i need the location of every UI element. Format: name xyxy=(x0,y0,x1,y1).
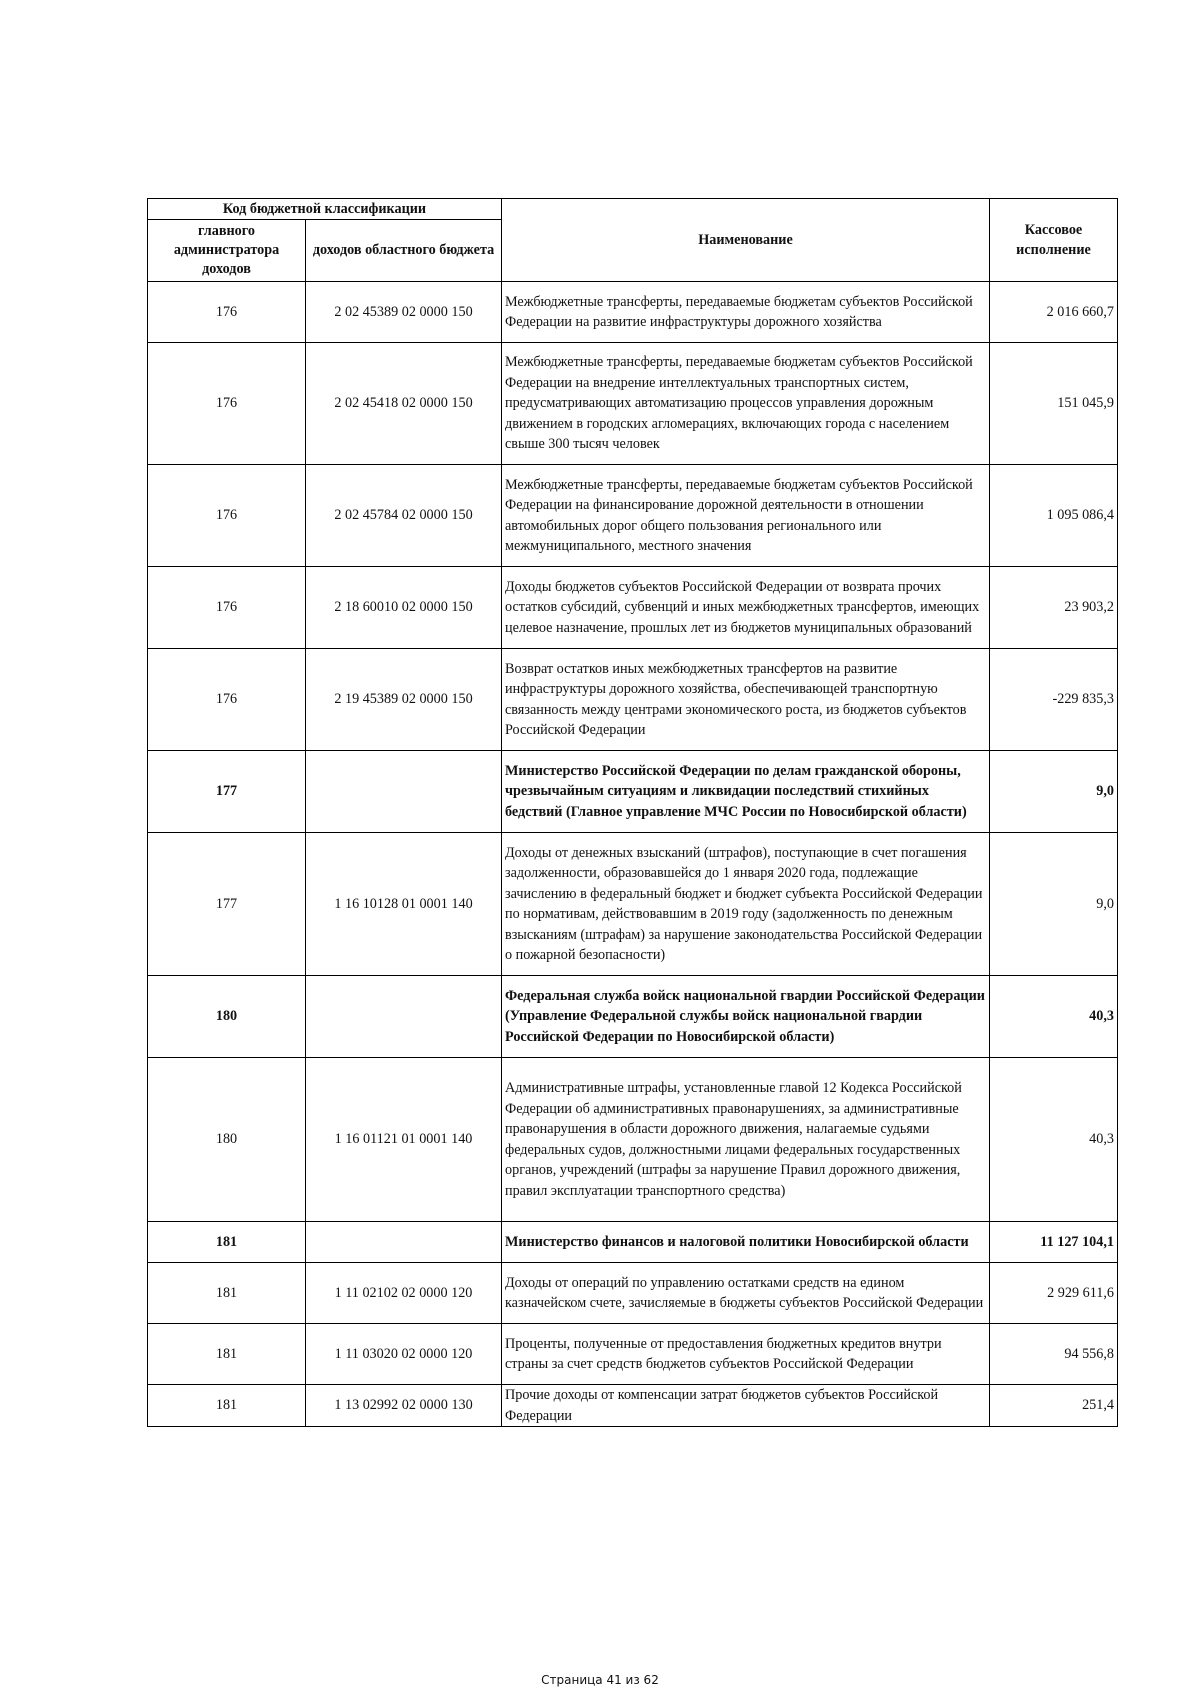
admin-code-cell: 180 xyxy=(148,976,306,1058)
name-cell: Доходы бюджетов субъектов Российской Федерации от возврата прочих остатков субсидий, субвенций и иных межбюджетных трансфертов, имеющих целевое назначение, прошлых лет из бюджетов муниципальных образований xyxy=(502,567,990,649)
page-number: Страница 41 из 62 xyxy=(541,1673,659,1687)
name-cell: Межбюджетные трансферты, передаваемые бюджетам субъектов Российской Федерации на финансирование дорожной деятельности в отношении автомобильных дорог общего пользования регионального или межмуниципального, местного значения xyxy=(502,465,990,567)
admin-code-cell: 176 xyxy=(148,649,306,751)
admin-code-cell: 181 xyxy=(148,1385,306,1427)
admin-code-cell: 177 xyxy=(148,751,306,833)
header-code: доходов областного бюджета xyxy=(306,220,502,282)
name-cell: Доходы от денежных взысканий (штрафов), поступающие в счет погашения задолженности, образовавшейся до 1 января 2020 года, подлежащие зачислению в федеральный бюджет и бюджет субъекта Российской Федерации по нормативам, действовавшим в 2019 году (задолженность по денежным взысканиям (штрафам) за нарушение законодательства Российской Федерации о пожарной безопасности) xyxy=(502,833,990,976)
admin-code-cell: 181 xyxy=(148,1222,306,1263)
amount-cell: 23 903,2 xyxy=(990,567,1118,649)
amount-cell: 40,3 xyxy=(990,976,1118,1058)
amount-cell: 2 929 611,6 xyxy=(990,1263,1118,1324)
table-row xyxy=(148,567,1118,649)
name-cell: Министерство Российской Федерации по делам гражданской обороны, чрезвычайным ситуациям и ликвидации последствий стихийных бедствий (Главное управление МЧС России по Новосибирской области) xyxy=(502,751,990,833)
admin-code-cell: 181 xyxy=(148,1263,306,1324)
classification-code-cell xyxy=(306,751,502,833)
amount-cell: 1 095 086,4 xyxy=(990,465,1118,567)
header-row-group xyxy=(148,199,1118,220)
amount-cell: 9,0 xyxy=(990,833,1118,976)
classification-code-cell: 1 16 01121 01 0001 140 xyxy=(306,1058,502,1222)
classification-code-cell: 2 02 45389 02 0000 150 xyxy=(306,282,502,343)
admin-code-cell: 176 xyxy=(148,465,306,567)
table-row xyxy=(148,751,1118,833)
table-row xyxy=(148,1222,1118,1263)
budget-classification-table xyxy=(147,198,1118,1427)
name-cell: Прочие доходы от компенсации затрат бюджетов субъектов Российской Федерации xyxy=(502,1385,990,1427)
table-row xyxy=(148,649,1118,751)
classification-code-cell: 2 18 60010 02 0000 150 xyxy=(306,567,502,649)
admin-code-cell: 177 xyxy=(148,833,306,976)
admin-code-cell: 176 xyxy=(148,282,306,343)
name-cell: Административные штрафы, установленные главой 12 Кодекса Российской Федерации об административных правонарушениях, за административные правонарушения в области дорожного движения, налагаемые судьями федеральных судов, должностными лицами федеральных государственных органов, учреждений (штрафы за нарушение Правил дорожного движения, правил эксплуатации транспортного средства) xyxy=(502,1058,990,1222)
classification-code-cell: 1 13 02992 02 0000 130 xyxy=(306,1385,502,1427)
header-name: Наименование xyxy=(502,199,990,282)
admin-code-cell: 176 xyxy=(148,343,306,465)
amount-cell: -229 835,3 xyxy=(990,649,1118,751)
table-row xyxy=(148,1324,1118,1385)
table-row xyxy=(148,465,1118,567)
name-cell: Федеральная служба войск национальной гвардии Российской Федерации (Управление Федеральной службы войск национальной гвардии Российской Федерации по Новосибирской области) xyxy=(502,976,990,1058)
classification-code-cell: 1 11 03020 02 0000 120 xyxy=(306,1324,502,1385)
classification-code-cell xyxy=(306,976,502,1058)
name-cell: Доходы от операций по управлению остатками средств на едином казначейском счете, зачисляемые в бюджеты субъектов Российской Федерации xyxy=(502,1263,990,1324)
classification-code-cell: 2 19 45389 02 0000 150 xyxy=(306,649,502,751)
amount-cell: 251,4 xyxy=(990,1385,1118,1427)
admin-code-cell: 180 xyxy=(148,1058,306,1222)
name-cell: Межбюджетные трансферты, передаваемые бюджетам субъектов Российской Федерации на развитие инфраструктуры дорожного хозяйства xyxy=(502,282,990,343)
table-body xyxy=(148,282,1118,1427)
classification-code-cell: 2 02 45418 02 0000 150 xyxy=(306,343,502,465)
classification-code-cell: 2 02 45784 02 0000 150 xyxy=(306,465,502,567)
header-admin: главного администратора доходов xyxy=(148,220,306,282)
amount-cell: 2 016 660,7 xyxy=(990,282,1118,343)
table-row xyxy=(148,343,1118,465)
name-cell: Министерство финансов и налоговой политики Новосибирской области xyxy=(502,1222,990,1263)
amount-cell: 40,3 xyxy=(990,1058,1118,1222)
table-row xyxy=(148,282,1118,343)
name-cell: Межбюджетные трансферты, передаваемые бюджетам субъектов Российской Федерации на внедрение интеллектуальных транспортных систем, предусматривающих автоматизацию процессов управления дорожным движением в городских агломерациях, включающих города с населением свыше 300 тысяч человек xyxy=(502,343,990,465)
classification-code-cell xyxy=(306,1222,502,1263)
table-row xyxy=(148,1385,1118,1427)
table-row xyxy=(148,833,1118,976)
header-amount: Кассовое исполнение xyxy=(990,199,1118,282)
classification-code-cell: 1 16 10128 01 0001 140 xyxy=(306,833,502,976)
table-row xyxy=(148,1058,1118,1222)
classification-code-cell: 1 11 02102 02 0000 120 xyxy=(306,1263,502,1324)
amount-cell: 94 556,8 xyxy=(990,1324,1118,1385)
amount-cell: 9,0 xyxy=(990,751,1118,833)
admin-code-cell: 176 xyxy=(148,567,306,649)
name-cell: Возврат остатков иных межбюджетных трансфертов на развитие инфраструктуры дорожного хозяйства, обеспечивающей транспортную связанность между центрами экономического роста, из бюджетов субъектов Российской Федерации xyxy=(502,649,990,751)
amount-cell: 151 045,9 xyxy=(990,343,1118,465)
header-classification-code: Код бюджетной классификации xyxy=(148,199,502,220)
admin-code-cell: 181 xyxy=(148,1324,306,1385)
table-row xyxy=(148,976,1118,1058)
table-row xyxy=(148,1263,1118,1324)
amount-cell: 11 127 104,1 xyxy=(990,1222,1118,1263)
name-cell: Проценты, полученные от предоставления бюджетных кредитов внутри страны за счет средств бюджетов субъектов Российской Федерации xyxy=(502,1324,990,1385)
